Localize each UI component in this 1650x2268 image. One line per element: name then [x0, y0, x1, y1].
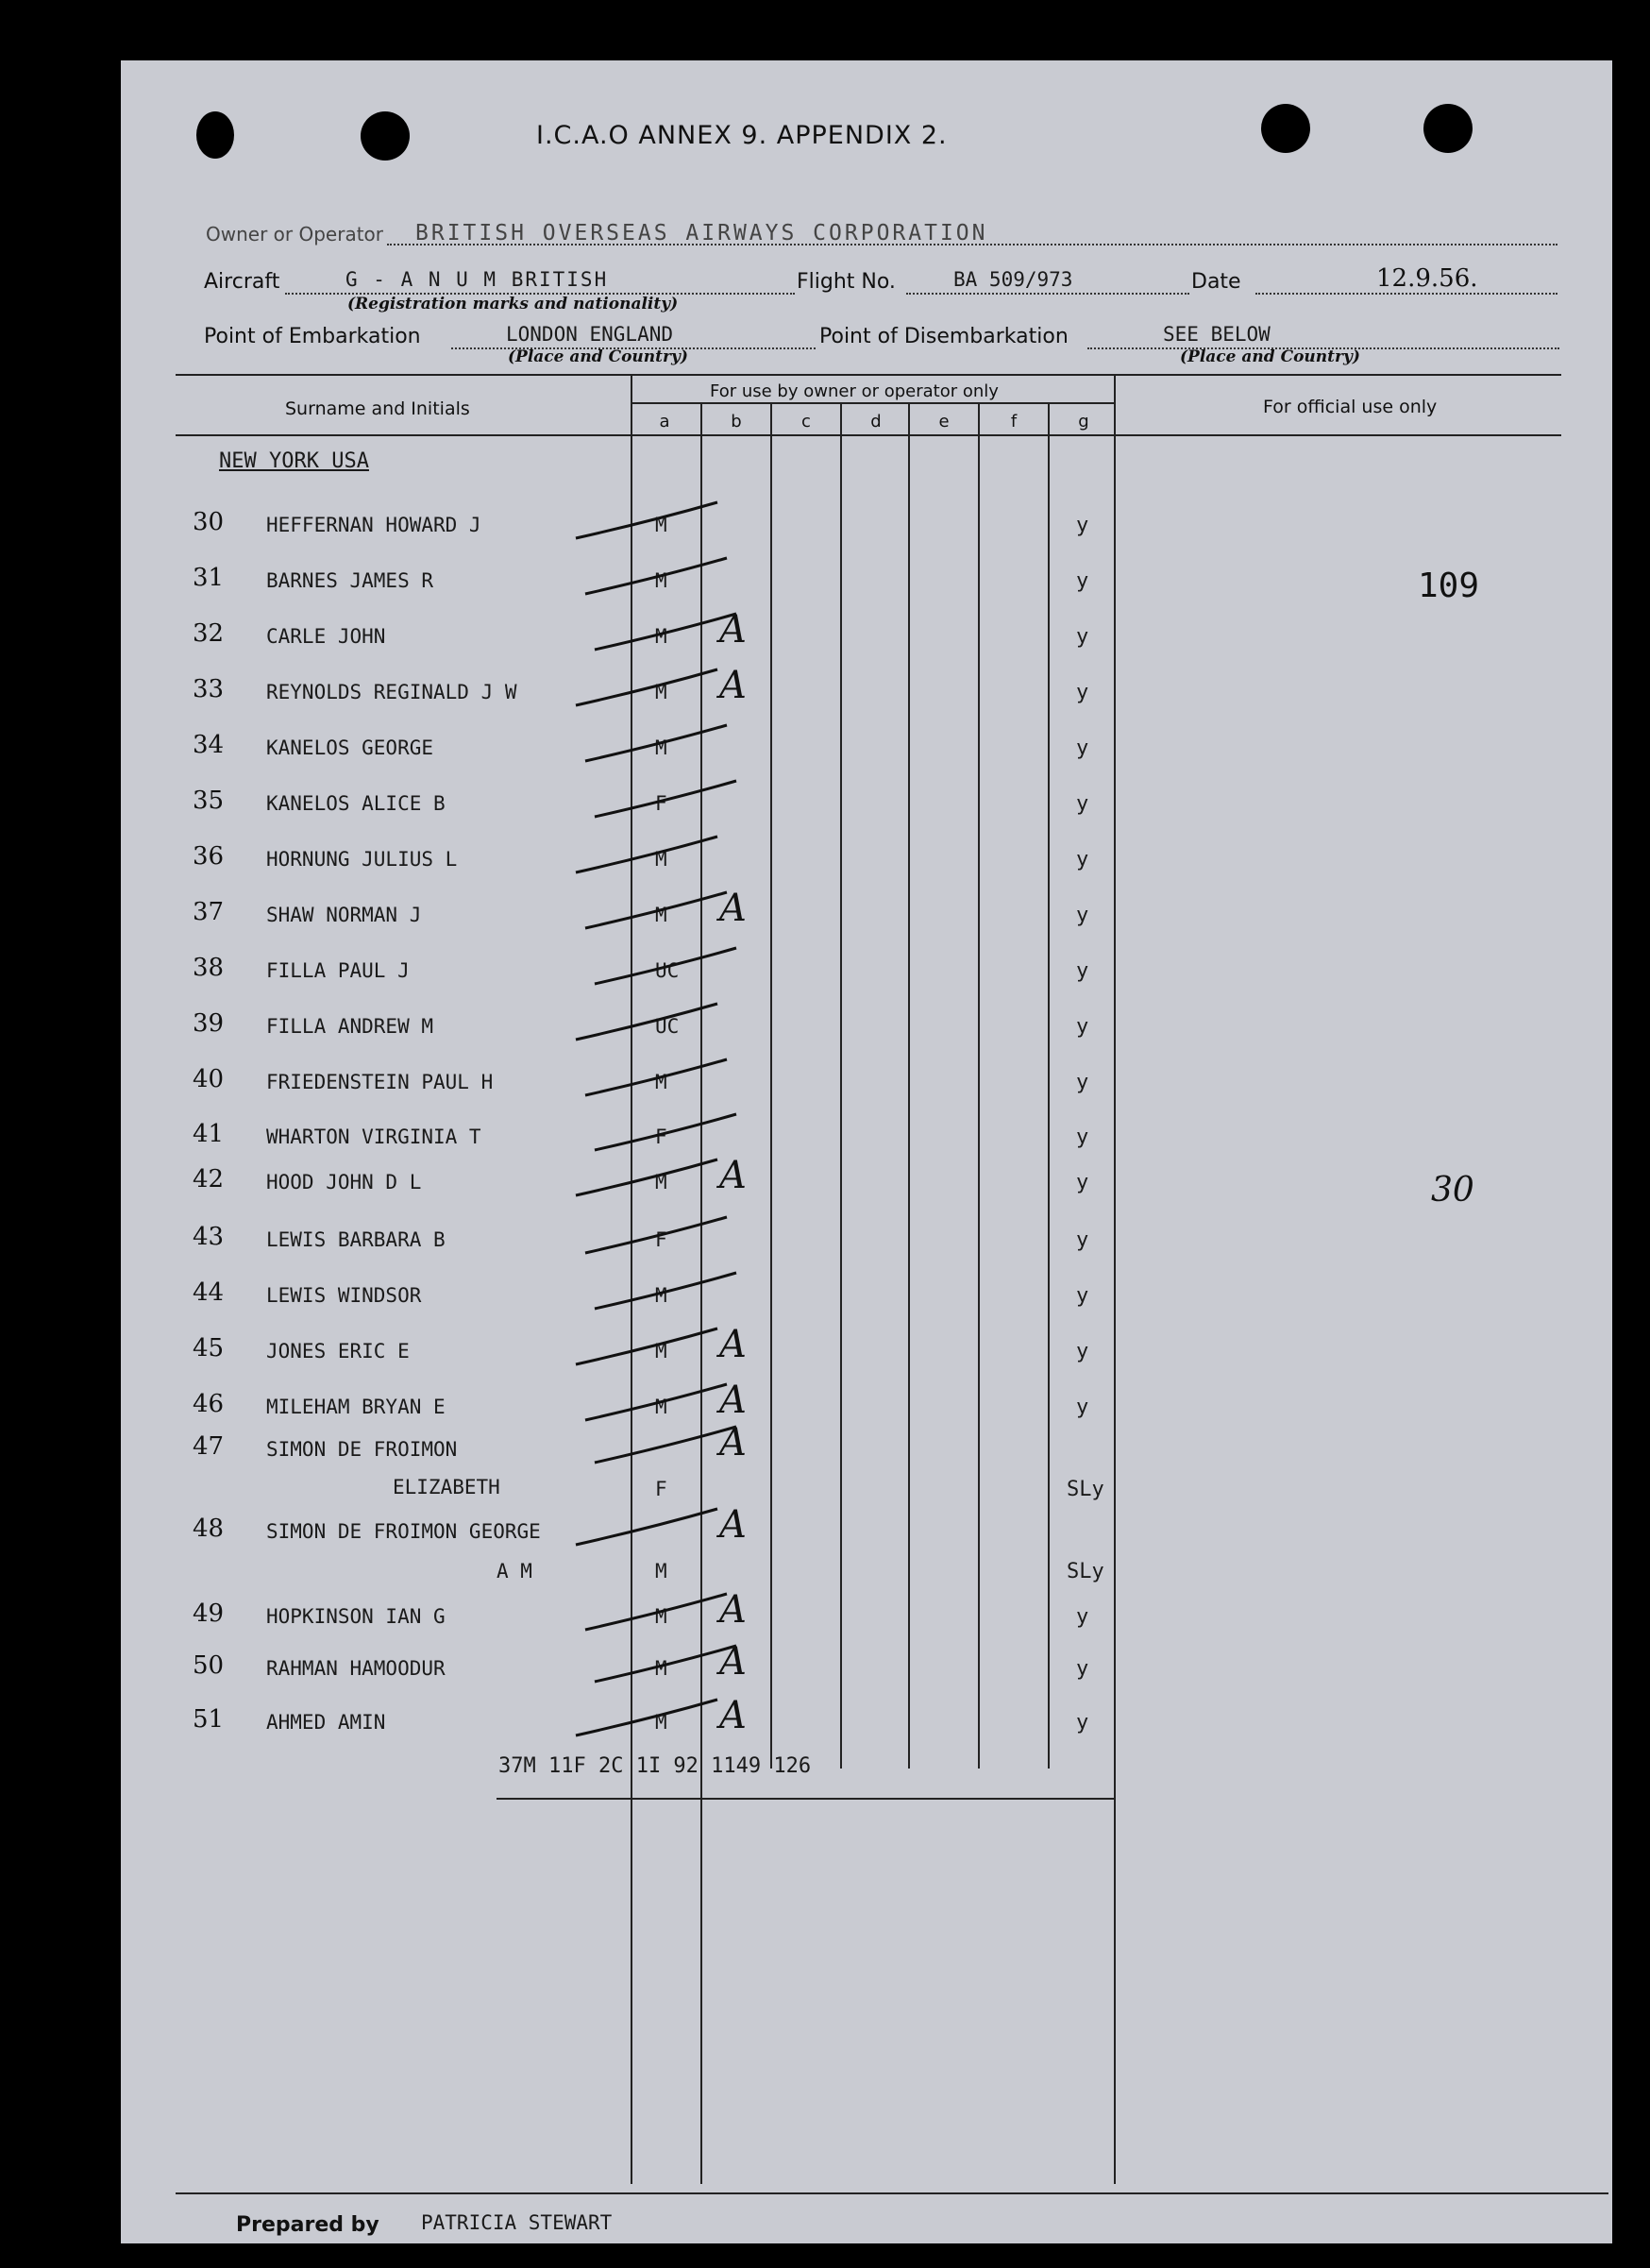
col-a-sex: M	[655, 1171, 667, 1193]
col-b-mark: A	[719, 1421, 747, 1464]
col-b-mark: A	[719, 1588, 747, 1632]
passenger-name: SIMON DE FROIMON GEORGE	[266, 1520, 541, 1543]
col-a-sex: M	[655, 1560, 667, 1583]
passenger-name: AHMED AMIN	[266, 1711, 386, 1734]
passenger-name: HORNUNG JULIUS L	[266, 848, 458, 871]
passenger-name: HOPKINSON IAN G	[266, 1605, 446, 1628]
check-stroke	[585, 725, 727, 761]
col-a-sex: F	[655, 1478, 667, 1500]
passenger-name: RAHMAN HAMOODUR	[266, 1657, 446, 1680]
aircraft-value: G - A N U M BRITISH	[345, 268, 609, 291]
col-g-mark: y	[1076, 904, 1089, 927]
col-a-sex: F	[655, 1126, 667, 1148]
col-a-sex: M	[655, 736, 667, 759]
check-stroke	[595, 614, 736, 650]
passenger-name: KANELOS ALICE B	[266, 792, 446, 815]
col-a-sex: UC	[655, 959, 680, 982]
prepared-value: PATRICIA STEWART	[421, 2211, 613, 2234]
flight-value: BA 509/973	[953, 268, 1073, 291]
row-number: 35	[193, 787, 225, 815]
col-b-mark: A	[719, 1640, 747, 1684]
check-stroke	[576, 669, 717, 705]
owner-value: BRITISH OVERSEAS AIRWAYS CORPORATION	[415, 221, 988, 245]
col-a-sex: M	[655, 848, 667, 871]
col-g-mark: y	[1076, 1605, 1089, 1629]
totals-line: 37M 11F 2C 1I 92 1149 126	[498, 1754, 812, 1778]
passenger-name: FILLA ANDREW M	[266, 1015, 434, 1038]
flight-label: Flight No.	[797, 270, 896, 294]
passenger-name-cont: ELIZABETH	[393, 1476, 500, 1498]
col-a-sex: M	[655, 1711, 667, 1734]
row-number: 36	[193, 842, 225, 871]
date-label: Date	[1191, 270, 1241, 294]
col-b-mark: A	[719, 1379, 747, 1422]
col-b-mark: A	[719, 1154, 747, 1197]
col-g-mark: y	[1076, 848, 1089, 872]
subcol-c: c	[801, 412, 811, 432]
col-b-mark: A	[719, 1323, 747, 1366]
row-number: 51	[193, 1705, 225, 1734]
col-a-sex: M	[655, 904, 667, 926]
check-stroke	[585, 558, 727, 594]
embark-label: Point of Embarkation	[204, 325, 421, 348]
embark-value: LONDON ENGLAND	[506, 323, 674, 346]
check-stroke	[595, 1646, 736, 1682]
row-number: 40	[193, 1065, 225, 1093]
subcol-a: a	[659, 412, 670, 432]
col-g-mark: y	[1076, 792, 1089, 816]
owner-label: Owner or Operator	[206, 223, 383, 245]
col-a-sex: M	[655, 1071, 667, 1093]
passenger-name: JONES ERIC E	[266, 1340, 410, 1362]
date-value: 12.9.56.	[1376, 264, 1478, 293]
col-g-mark: y	[1076, 514, 1089, 537]
subcol-e: e	[938, 412, 950, 432]
col-g-mark: y	[1076, 1711, 1089, 1735]
aircraft-sub: (Registration marks and nationality)	[347, 295, 679, 313]
col-a-sex: M	[655, 1340, 667, 1362]
passenger-name: SIMON DE FROIMON	[266, 1438, 458, 1461]
row-number: 41	[193, 1120, 225, 1148]
col-g-mark: y	[1076, 569, 1089, 593]
disembark-value: SEE BELOW	[1163, 323, 1271, 346]
passenger-name: MILEHAM BRYAN E	[266, 1396, 446, 1418]
col-a-sex: M	[655, 1605, 667, 1628]
official-note-count: 109	[1418, 567, 1480, 605]
disembark-sub: (Place and Country)	[1180, 347, 1360, 366]
row-number: 37	[193, 898, 225, 926]
check-stroke	[576, 1509, 717, 1545]
col-g-mark: y	[1076, 1284, 1089, 1308]
row-number: 31	[193, 564, 225, 592]
passenger-name: HOOD JOHN D L	[266, 1171, 422, 1193]
col-b-mark: A	[719, 608, 747, 652]
row-number: 50	[193, 1651, 225, 1680]
col-official-header: For official use only	[1263, 397, 1438, 417]
check-stroke	[595, 1273, 736, 1309]
col-g-mark: SLy	[1067, 1478, 1104, 1501]
prepared-label: Prepared by	[236, 2213, 379, 2237]
subcol-f: f	[1010, 412, 1018, 432]
passenger-name: SHAW NORMAN J	[266, 904, 422, 926]
passenger-name: BARNES JAMES R	[266, 569, 434, 592]
col-a-sex: M	[655, 625, 667, 648]
check-stroke	[576, 502, 717, 538]
disembark-label: Point of Disembarkation	[819, 325, 1069, 348]
col-g-mark: y	[1076, 681, 1089, 704]
row-number: 42	[193, 1165, 225, 1193]
col-g-mark: SLy	[1067, 1560, 1104, 1583]
row-number: 45	[193, 1334, 225, 1362]
row-number: 33	[193, 675, 225, 703]
col-a-sex: M	[655, 681, 667, 703]
col-g-mark: y	[1076, 1071, 1089, 1094]
check-stroke	[585, 1384, 727, 1420]
row-number: 39	[193, 1009, 225, 1038]
passenger-name: CARLE JOHN	[266, 625, 386, 648]
passenger-name: LEWIS BARBARA B	[266, 1228, 446, 1251]
aircraft-label: Aircraft	[204, 270, 280, 294]
row-number: 47	[193, 1432, 225, 1461]
row-number: 44	[193, 1278, 225, 1307]
row-number: 43	[193, 1223, 225, 1251]
col-a-sex: M	[655, 1396, 667, 1418]
passenger-name: LEWIS WINDSOR	[266, 1284, 422, 1307]
col-g-mark: y	[1076, 736, 1089, 760]
check-stroke	[595, 1114, 736, 1150]
col-b-mark: A	[719, 1503, 747, 1547]
row-number: 30	[193, 508, 225, 536]
col-g-mark: y	[1076, 1015, 1089, 1039]
row-number: 48	[193, 1515, 225, 1543]
col-a-sex: M	[655, 1284, 667, 1307]
passenger-name: FRIEDENSTEIN PAUL H	[266, 1071, 494, 1093]
col-b-mark: A	[719, 1694, 747, 1737]
check-stroke	[585, 1594, 727, 1630]
col-g-mark: y	[1076, 1396, 1089, 1419]
check-stroke	[576, 1159, 717, 1195]
subcol-g: g	[1078, 412, 1089, 432]
col-surname-header: Surname and Initials	[285, 398, 470, 419]
col-a-sex: F	[655, 792, 667, 815]
col-a-sex: M	[655, 569, 667, 592]
row-number: 32	[193, 619, 225, 648]
col-owner-header: For use by owner or operator only	[710, 381, 999, 401]
col-a-sex: M	[655, 1657, 667, 1680]
col-b-mark: A	[719, 887, 747, 930]
check-stroke	[585, 1059, 727, 1095]
passenger-name-cont: A M	[497, 1560, 532, 1583]
check-stroke	[576, 837, 717, 872]
col-a-sex: UC	[655, 1015, 680, 1038]
check-stroke	[595, 1427, 736, 1463]
col-g-mark: y	[1076, 1171, 1089, 1194]
passenger-name: HEFFERNAN HOWARD J	[266, 514, 481, 536]
col-g-mark: y	[1076, 1228, 1089, 1252]
col-g-mark: y	[1076, 625, 1089, 649]
passenger-name: WHARTON VIRGINIA T	[266, 1126, 481, 1148]
check-stroke	[595, 781, 736, 817]
col-g-mark: y	[1076, 1657, 1089, 1681]
col-a-sex: M	[655, 514, 667, 536]
subcol-d: d	[870, 412, 882, 432]
official-note-handwritten: 30	[1431, 1171, 1474, 1210]
col-g-mark: y	[1076, 1126, 1089, 1149]
row-number: 38	[193, 954, 225, 982]
check-stroke	[595, 948, 736, 984]
subcol-b: b	[731, 412, 742, 432]
row-number: 34	[193, 731, 225, 759]
passenger-name: FILLA PAUL J	[266, 959, 410, 982]
col-a-sex: F	[655, 1228, 667, 1251]
form-title: I.C.A.O ANNEX 9. APPENDIX 2.	[536, 121, 948, 150]
check-stroke	[576, 1004, 717, 1040]
col-b-mark: A	[719, 664, 747, 707]
check-stroke	[585, 892, 727, 928]
col-g-mark: y	[1076, 1340, 1089, 1363]
check-stroke	[585, 1217, 727, 1253]
check-stroke	[576, 1700, 717, 1735]
row-number: 46	[193, 1390, 225, 1418]
check-stroke	[576, 1329, 717, 1364]
embark-sub: (Place and Country)	[508, 347, 688, 366]
row-number: 49	[193, 1599, 225, 1628]
passenger-name: KANELOS GEORGE	[266, 736, 434, 759]
section-heading: NEW YORK USA	[219, 449, 369, 473]
col-g-mark: y	[1076, 959, 1089, 983]
passenger-name: REYNOLDS REGINALD J W	[266, 681, 517, 703]
